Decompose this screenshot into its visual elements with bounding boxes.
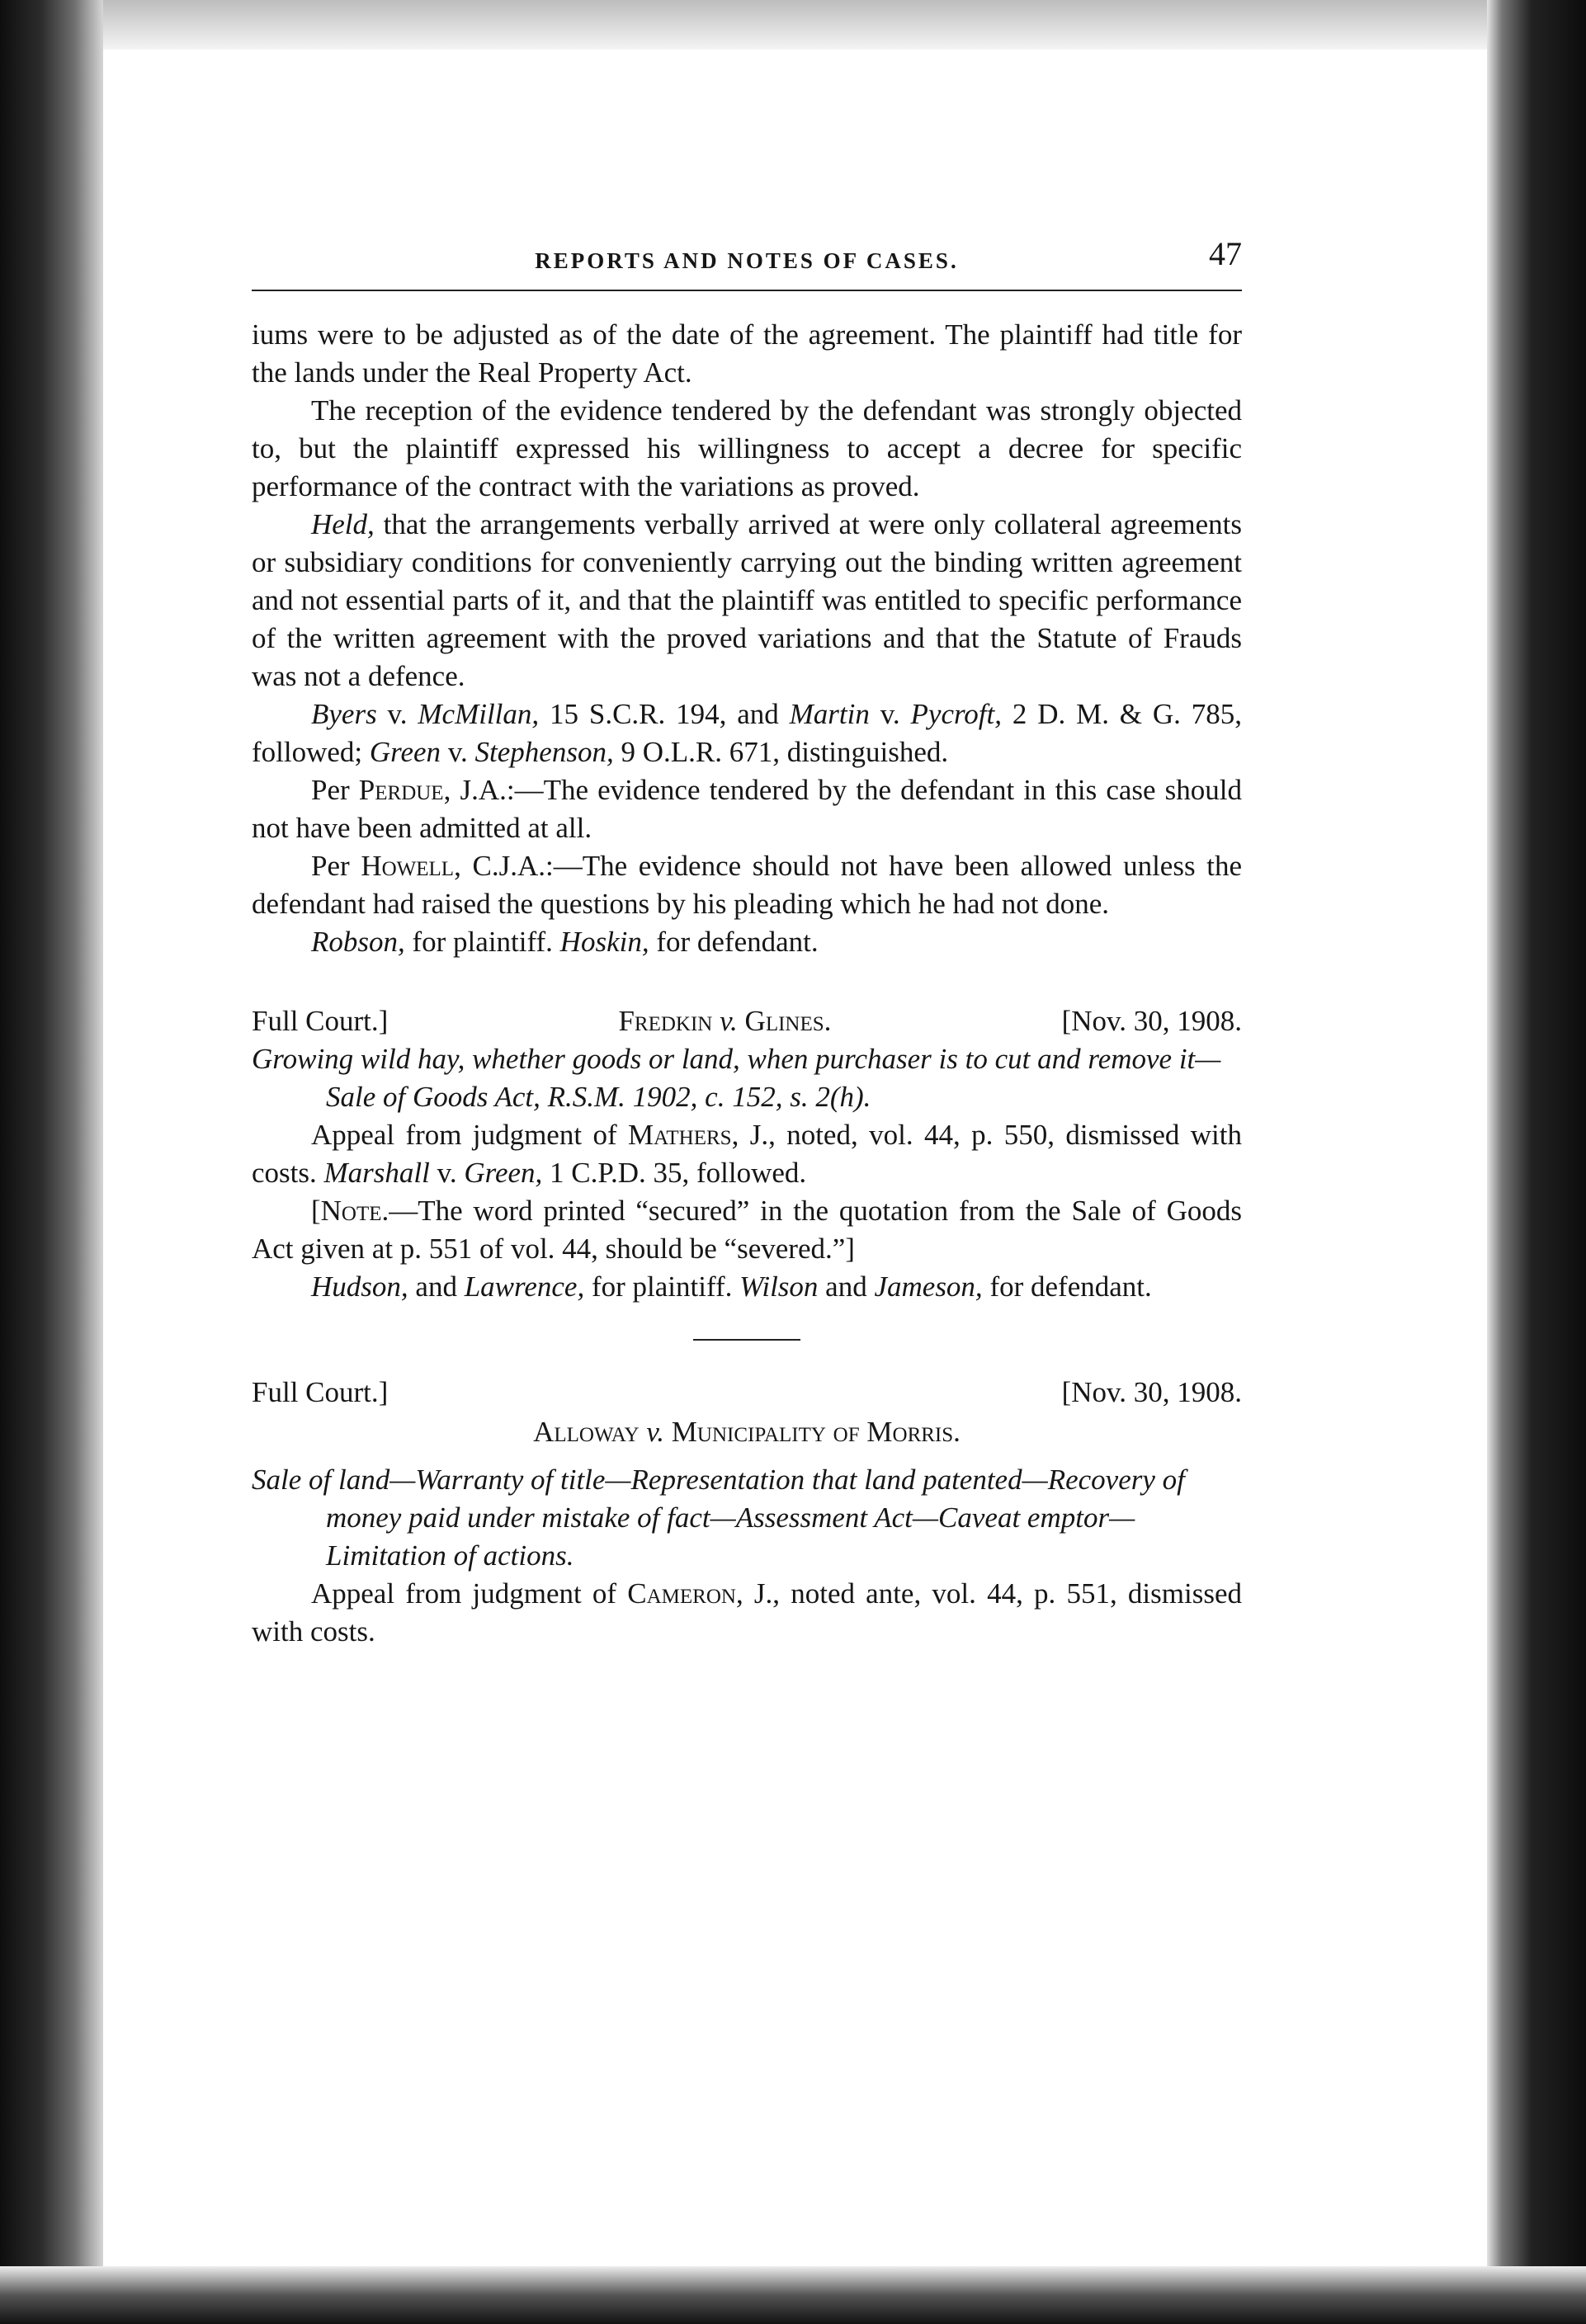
- per-label: Per: [311, 774, 359, 806]
- counsel-name: Lawrence,: [464, 1270, 585, 1303]
- counsel-name: Jameson,: [874, 1270, 983, 1303]
- case-cite: Marshall: [323, 1157, 430, 1189]
- judge-name: Cameron: [627, 1577, 736, 1610]
- headnote-text: Sale of land—Warranty of title—Representation that land patented—Recovery of money paid under mistake of fact—Assessment Act—Caveat emptor—Limitation of actions.: [252, 1464, 1185, 1572]
- case-cite: Green: [369, 736, 441, 768]
- cite-text: v.: [376, 698, 418, 730]
- party-name: Alloway: [533, 1416, 640, 1448]
- versus: v.: [712, 1005, 745, 1037]
- scan-edge-bottom: [0, 2266, 1586, 2324]
- case-cite: Pycroft,: [910, 698, 1002, 730]
- running-head-title: REPORTS AND NOTES OF CASES.: [535, 248, 959, 273]
- counsel-text: and: [818, 1270, 875, 1303]
- cite-text: 2 D. M. & G. 785, followed;: [252, 698, 1242, 768]
- party-name: Glines.: [744, 1005, 832, 1037]
- paragraph-authorities: [252, 695, 1242, 771]
- cite-text: v.: [869, 698, 911, 730]
- judge-name: Perdue: [358, 774, 444, 806]
- court-label: Full Court.]: [252, 1376, 389, 1408]
- scan-edge-top: [0, 0, 1586, 49]
- counsel-text: for plaintiff.: [584, 1270, 740, 1303]
- headnote-text: Growing wild hay, whether goods or land, when purchaser is to cut and remove it—Sale of Goods Act, R.S.M. 1902, c. 152, s. 2(h).: [252, 1043, 1221, 1113]
- appeal-text: , J., noted, vol. 44, p. 550, dismissed with costs.: [252, 1119, 1242, 1189]
- paragraph-counsel-fredkin: [252, 1268, 1242, 1306]
- case-cite: McMillan,: [418, 698, 540, 730]
- opinion-text: —The evidence tendered by the defendant in this case should not have been admitted at all.: [252, 774, 1243, 844]
- page-content: [252, 235, 1242, 1651]
- counsel-name: Wilson: [739, 1270, 819, 1303]
- case-header-fredkin: [252, 1002, 1242, 1040]
- counsel-name: Hoskin,: [559, 926, 649, 958]
- running-head: [252, 235, 1242, 285]
- case-cite: Green,: [464, 1157, 543, 1189]
- cite-text: v.: [429, 1157, 465, 1189]
- opinion-text: —The evidence should not have been allowed unless the defendant had raised the questions by his pleading which he had not done.: [252, 850, 1243, 920]
- section-gap: [252, 961, 1242, 997]
- case-name-alloway: [252, 1413, 1242, 1451]
- case-cite: Martin: [789, 698, 870, 730]
- paragraph-continued: iums were to be adjusted as of the date of the agreement. The plaintiff had title for the lands under the Real Property Act.: [252, 318, 1242, 389]
- cite-text: 9 O.L.R. 671, distinguished.: [613, 736, 949, 768]
- counsel-text: for plaintiff.: [404, 926, 560, 958]
- judge-name: Howell: [361, 850, 455, 882]
- headnote-fredkin: [252, 1040, 1242, 1116]
- note-text: .—The word printed “secured” in the quotation from the Sale of Goods Act given at p. 551 of vol. 44, should be “severed.”]: [252, 1195, 1242, 1265]
- appeal-text: , J., noted ante, vol. 44, p. 551, dismissed with costs.: [252, 1577, 1243, 1648]
- paragraph-note: [252, 1192, 1242, 1268]
- court-label: Full Court.]: [252, 1005, 389, 1037]
- note-bracket: [: [311, 1195, 321, 1227]
- judge-name: Mathers: [627, 1119, 732, 1151]
- page-number: 47: [1209, 235, 1242, 272]
- per-label: Per: [311, 850, 361, 882]
- counsel-name: Hudson,: [311, 1270, 408, 1303]
- appeal-text: Appeal from judgment of: [311, 1577, 628, 1610]
- paragraph-appeal-alloway: [252, 1575, 1242, 1651]
- paragraph-appeal-fredkin: [252, 1116, 1242, 1192]
- case-header-alloway: [252, 1374, 1242, 1412]
- counsel-text: for defendant.: [982, 1270, 1152, 1303]
- party-name: Municipality of Morris.: [671, 1416, 961, 1448]
- versus: v.: [639, 1416, 672, 1448]
- paragraph-per-howell: [252, 847, 1242, 923]
- paragraph-per-perdue: [252, 771, 1242, 847]
- held-text: that the arrangements verbally arrived at were only collateral agreements or subsidiary conditions for conveniently carrying out the binding written agreement and not essential parts of it, and that the plaintiff was entitled to specific performance of the written agreement with the proved variations and that the Statute of Frauds was not a defence.: [252, 508, 1242, 692]
- paragraph-held: [252, 506, 1242, 695]
- case-date: [Nov. 30, 1908.: [1061, 1376, 1242, 1408]
- judge-title: , C.J.A.:: [454, 850, 554, 882]
- paragraph-counsel: [252, 923, 1242, 961]
- note-label: Note: [320, 1195, 382, 1227]
- counsel-text: for defendant.: [649, 926, 819, 958]
- headnote-alloway: [252, 1461, 1242, 1575]
- case-date: [Nov. 30, 1908.: [1061, 1005, 1242, 1037]
- case-cite: Byers: [311, 698, 377, 730]
- paragraph-evidence-objection: The reception of the evidence tendered by the defendant was strongly objected to, but the plaintiff expressed his willingness to accept a decree for specific performance of the contract with the variations as proved.: [252, 394, 1242, 502]
- scan-edge-left: [0, 0, 103, 2324]
- cite-text: 15 S.C.R. 194, and: [539, 698, 790, 730]
- appeal-text: Appeal from judgment of: [311, 1119, 628, 1151]
- case-cite: Stephenson,: [474, 736, 614, 768]
- section-divider: [693, 1339, 800, 1341]
- party-name: Fredkin: [618, 1005, 713, 1037]
- judge-title: , J.A.:: [443, 774, 515, 806]
- scan-edge-right: [1487, 0, 1586, 2324]
- header-rule: [252, 290, 1242, 291]
- counsel-text: and: [408, 1270, 465, 1303]
- held-label: Held,: [311, 508, 375, 540]
- case-name: [618, 1002, 831, 1040]
- cite-text: 1 C.P.D. 35, followed.: [542, 1157, 807, 1189]
- counsel-name: Robson,: [311, 926, 405, 958]
- cite-text: v.: [441, 736, 475, 768]
